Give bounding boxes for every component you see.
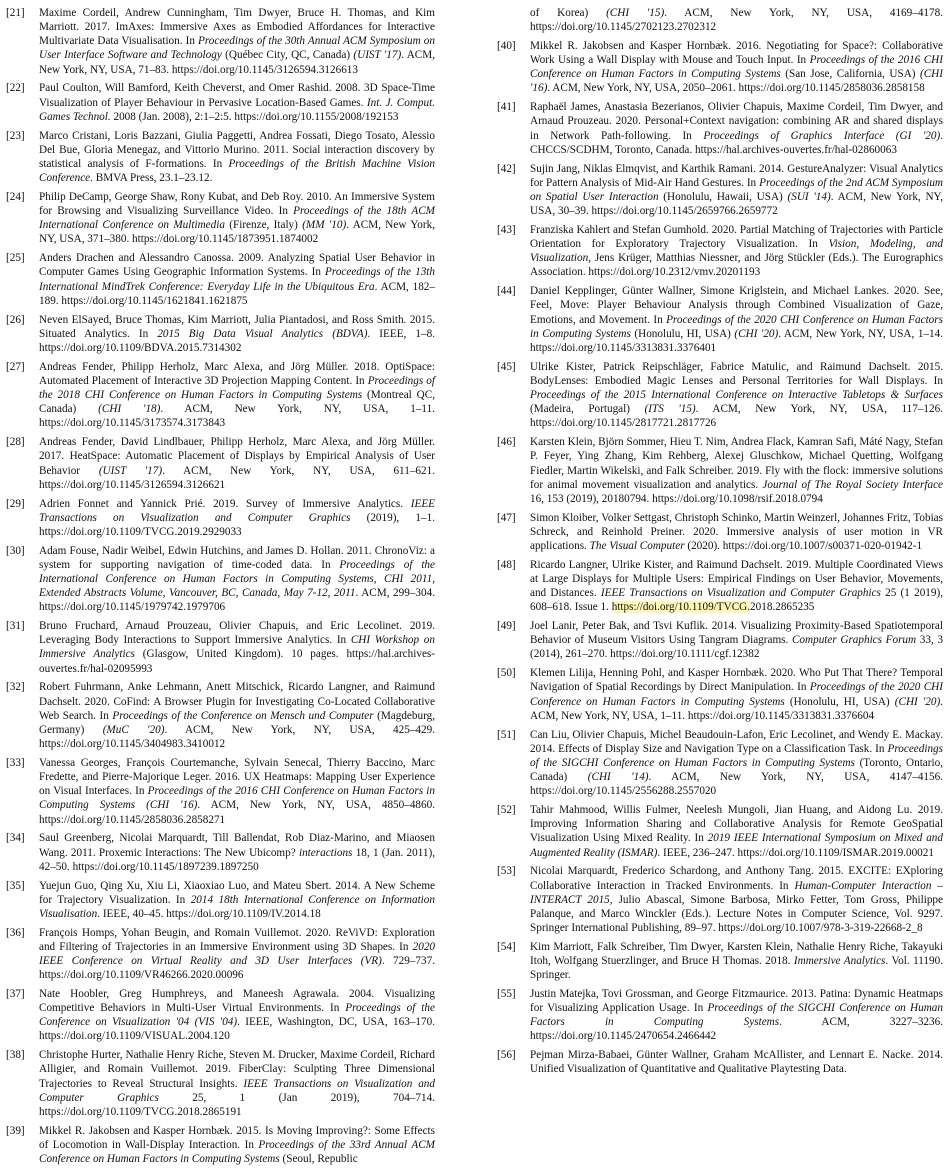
reference-entry — [497, 558, 943, 615]
reference-entry — [6, 251, 435, 308]
reference-entry — [6, 190, 435, 247]
reference-venue: (CHI '20) — [894, 695, 941, 708]
reference-number: [ 29 ] — [6, 497, 25, 511]
reference-text: . IEEE, 1–8. https://doi.org/10.1109/BDVA.2015.7314302 — [39, 327, 435, 354]
reference-text: Saul Greenberg, Nicolai Marquardt, Till Ballendat, Rob Diaz-Marino, and Miaosen Wang. 2011. Proxemic Interactions: The New Ubicomp? — [39, 832, 435, 859]
reference-venue: Vision, Modeling, and Visualization — [530, 238, 943, 265]
reference-text: Adam Fouse, Nadir Weibel, Edwin Hutchins, and James D. Hollan. 2011. ChronoViz: a system for supporting navigation of time-coded data. In — [39, 544, 435, 571]
reference-entry — [497, 987, 943, 1044]
reference-text: Vanessa Georges, François Courtemanche, Sylvain Senecal, Thierry Baccino, Marc Fredette, and Pierre-Majorique Leger. 2016. UX Heatmaps: Mapping User Experience on Visual Interfaces. In — [39, 756, 435, 798]
reference-text: 18, 1 (Jan. 2011), 42–50. https://doi.org/10.1145/1897239.1897250 — [39, 846, 435, 873]
reference-entry — [6, 497, 435, 539]
reference-text: Pejman Mirza-Babaei, Günter Wallner, Graham McAllister, and Lennart E. Nacke. 2014. Unified Visualization of Quantitative and Qualitative Playtesting Data. — [530, 1049, 943, 1076]
reference-venue: Proceedings of the 2nd ACM Symposium on Spatial User Interaction — [530, 176, 943, 203]
reference-venue: (SUI '14) — [787, 190, 831, 203]
reference-text: (Glasgow, United Kingdom). 10 pages. https://hal.archives-ouvertes.fr/hal-02095993 — [39, 648, 435, 675]
reference-text: Philip DeCamp, George Shaw, Rony Kubat, and Deb Roy. 2010. An Immersive System for Browsing and Visualizing Surveillance Video. In — [39, 190, 435, 218]
reference-number: [ 30 ] — [6, 544, 25, 558]
left-reference-column — [6, 6, 435, 1171]
reference-venue: (CHI '16) — [530, 68, 943, 95]
reference-text: Klemen Lilija, Henning Pohl, and Kasper Hornbæk. 2020. Who Put That There? Temporal Navigation of Spatial Recordings by Direct Manipulation. In — [530, 667, 943, 694]
reference-text: Ricardo Langner, Ulrike Kister, and Raimund Dachselt. 2019. Multiple Coordinated Views at Large Displays for Multiple Users: Empirical Findings on User Behavior, Movements, and Distances. — [530, 558, 943, 600]
reference-entry — [6, 756, 435, 827]
reference-text: Mikkel R. Jakobsen and Kasper Hornbæk. 2015. Is Moving Improving?: Some Effects of Locomotion in Wall-Display Interaction. In — [39, 1124, 435, 1151]
reference-entry — [497, 39, 943, 96]
reference-venue: Immersive Analytics — [793, 955, 886, 967]
reference-number: [ 32 ] — [6, 680, 25, 694]
reference-number: [ 22 ] — [6, 81, 25, 95]
highlighted-doi-link[interactable]: https://doi.org/10.1109/TVCG. — [611, 601, 751, 614]
reference-text: Daniel Kepplinger, Günter Wallner, Simone Kriglstein, and Michael Lankes. 2020. See, Feel, Move: Player Behaviour Analysis through Combined Visualization of Gaze, Emotions, and Movement. In — [530, 285, 943, 326]
reference-text: (Honolulu, Hawaii, USA) — [658, 190, 788, 203]
reference-number: [ 46 ] — [497, 435, 516, 449]
reference-entry — [6, 926, 435, 983]
reference-text: . IEEE, 236–247. https://doi.org/10.1109/ISMAR.2019.00021 — [657, 846, 934, 859]
reference-venue: Journal of The Royal Society Interface — [762, 478, 944, 491]
reference-entry — [497, 803, 943, 860]
reference-text: . ACM, New York, NY, USA, 371–380. https://doi.org/10.1145/1873951.1874002 — [39, 219, 436, 246]
reference-text: . IEEE, 40–45. https://doi.org/10.1109/IV.2014.18 — [97, 907, 321, 920]
reference-venue: Proceedings of the 2015 International Conference on Interactive Tabletops & Surfaces — [530, 389, 943, 402]
reference-text: . ACM, 3227–3236. https://doi.org/10.1145/2470654.2466442 — [530, 1016, 943, 1043]
reference-text: (Honolulu, HI, USA) — [784, 695, 895, 708]
reference-entry — [6, 1048, 435, 1119]
reference-text: , Jens Krüger, Matthias Niessner, and Jörg Stückler (Eds.). The Eurographics Association. https://doi.org/10.2312/vmv.20201193 — [530, 252, 943, 279]
reference-entry — [6, 81, 435, 123]
reference-number: [ 28 ] — [6, 435, 25, 449]
reference-text: Simon Kloiber, Volker Settgast, Christoph Schinko, Martin Weinzerl, Johannes Fritz, Tobias Schreck, and Reinhold Preiner. 2020. Immersive analysis of user motion in VR applications. — [530, 511, 943, 552]
reference-number: [ 27 ] — [6, 360, 25, 374]
reference-venue: Proceedings of the 2020 CHI Conference on Human Factors in Computing Systems — [530, 681, 943, 708]
reference-venue: Proceedings of the 33rd Annual ACM Conference on Human Factors in Computing Systems — [39, 1138, 435, 1166]
reference-number: [ 36 ] — [6, 926, 25, 940]
reference-venue: Proceedings of the SIGCHI Conference on Human Factors in Computing Systems — [530, 742, 943, 769]
reference-number: [ 47 ] — [497, 511, 516, 525]
reference-text: Adrien Fonnet and Yannick Prié. 2019. Survey of Immersive Analytics. — [39, 497, 411, 510]
reference-number: [ 43 ] — [497, 223, 516, 237]
reference-entry — [497, 940, 943, 982]
reference-number: [ 44 ] — [497, 284, 516, 298]
reference-entry — [497, 864, 943, 935]
reference-number: [ 51 ] — [497, 728, 516, 742]
reference-entry — [497, 223, 943, 280]
reference-venue: Human-Computer Interaction – INTERACT 2015 — [530, 879, 943, 906]
reference-venue: Proceedings of the 13th International MindTrek Conference: Everyday Life in the Ubiquitous Era — [39, 266, 436, 293]
reference-venue: (CHI '18) — [98, 403, 161, 416]
reference-entry — [6, 831, 435, 873]
reference-text: (Montreal QC, Canada) — [39, 389, 435, 416]
reference-text: Nate Hoobler, Greg Humphreys, and Maneesh Agrawala. 2004. Visualizing Competitive Behaviors in Multi-User Virtual Environments. In — [39, 988, 435, 1015]
reference-text: . ACM, New York, NY, USA, 30–39. https://doi.org/10.1145/2659766.2659772 — [530, 190, 943, 218]
reference-venue: Proceedings of the British Machine Vision Conference — [39, 157, 435, 185]
reference-text: Karsten Klein, Björn Sommer, Hieu T. Nim, Andrea Flack, Kamran Safi, Máté Nagy, Stefan P. Feyer, Ying Zhang, Kim Rehberg, Alexej Gluschkow, Michael Quetting, Wolfgang Fiedler, Martin Wikelski, and Falk Schreiber. 2019. Fly with the flock: immersive solutions for animal movement visualization and analytics. — [530, 436, 943, 491]
reference-number: [ 24 ] — [6, 190, 25, 204]
reference-number: [ 39 ] — [6, 1124, 25, 1138]
reference-text: of Korea) — [530, 7, 607, 19]
reference-venue: Proceedings of the 30th Annual ACM Symposium on User Interface Software and Technology — [39, 35, 435, 62]
reference-entry — [497, 435, 943, 506]
reference-venue: 2014 18th International Conference on Information Visualisation — [39, 893, 435, 920]
reference-venue: Proceedings of the Conference on Mensch und Computer — [112, 709, 374, 722]
reference-text: . ACM, New York, NY, USA, 425–429. https://doi.org/10.1145/3404983.3410012 — [39, 723, 435, 751]
reference-number: [ 33 ] — [6, 756, 25, 770]
reference-text: . CHCCS/SCDHM, Toronto, Canada. https://hal.archives-ouvertes.fr/hal-02860063 — [530, 129, 943, 156]
reference-text: . BMVA Press, 23.1–23.12. — [90, 172, 213, 185]
reference-text: . ACM, 182–189. https://doi.org/10.1145/1621841.1621875 — [39, 280, 435, 307]
reference-text: 25, 1 (Jan 2019), 704–714. https://doi.org/10.1109/TVCG.2018.2865191 — [39, 1091, 435, 1118]
reference-text: (2019), 1–1. https://doi.org/10.1109/TVCG.2019.2929033 — [39, 511, 435, 538]
reference-venue: Proceedings of the 2016 CHI Conference on Human Factors in Computing Systems — [39, 785, 435, 812]
reference-text: . ACM, New York, NY, USA, 4147–4156. https://doi.org/10.1145/2556288.2557020 — [530, 771, 943, 798]
reference-entry — [6, 313, 435, 355]
reference-text: . IEEE, Washington, DC, USA, 163–170. https://doi.org/10.1109/VISUAL.2004.120 — [39, 1016, 435, 1043]
reference-number: [ 42 ] — [497, 162, 516, 176]
reference-number: [ 34 ] — [6, 831, 25, 845]
reference-text: Mikkel R. Jakobsen and Kasper Hornbæk. 2016. Negotiating for Space?: Collaborative Work Using a Wall Display with Mouse and Touch Input. In — [530, 40, 943, 67]
reference-number: [ 50 ] — [497, 666, 516, 680]
right-reference-column — [497, 6, 943, 1081]
reference-venue: Proceedings of the 2020 CHI Conference on Human Factors in Computing Systems — [530, 313, 943, 340]
reference-text: . ACM, New York, NY, USA, 1–14. https://doi.org/10.1145/3313831.3376401 — [530, 327, 943, 354]
reference-entry — [6, 544, 435, 615]
reference-venue: IEEE Transactions on Visualization and Computer Graphics — [39, 1077, 435, 1104]
reference-text: . ACM, New York, NY, USA, 2050–2061. https://doi.org/10.1145/2858036.2858158 — [547, 82, 925, 95]
reference-text: . ACM, New York, NY, USA, 1–11. https://doi.org/10.1145/3173574.3173843 — [39, 403, 435, 430]
reference-text: 2008 (Jan. 2008), 2:1–2:5. https://doi.org/10.1155/2008/192153 — [110, 110, 399, 123]
reference-text: . ACM, New York, NY, USA, 71–83. https://doi.org/10.1145/3126594.3126613 — [39, 49, 435, 76]
reference-venue: Proceedings of the 2018 CHI Conference on Human Factors in Computing Systems — [39, 374, 435, 402]
reference-text — [135, 799, 146, 811]
reference-venue: 2020 IEEE Conference on Virtual Reality and 3D User Interfaces (VR) — [39, 940, 435, 967]
reference-text: Raphaël James, Anastasia Bezerianos, Olivier Chapuis, Maxime Cordeil, Tim Dwyer, and Arnaud Prouzeau. 2020. Personal+Context navigation: combining AR and shared displays in Network Path-following. In — [530, 101, 943, 142]
reference-text: Sujin Jang, Niklas Elmqvist, and Karthik Ramani. 2014. GestureAnalyzer: Visual Analytics for Pattern Analysis of Mid-Air Hand Gestures. In — [530, 162, 943, 189]
reference-entry — [497, 511, 943, 553]
reference-entry — [497, 100, 943, 157]
reference-text: Ulrike Kister, Patrick Reipschläger, Fabrice Matulic, and Raimund Dachselt. 2015. BodyLenses: Embodied Magic Lenses and Personal Territories for Wall Displays. In — [530, 360, 943, 387]
reference-text: Anders Drachen and Alessandro Canossa. 2009. Analyzing Spatial User Behavior in Computer Games Using Geographic Information Systems. In — [39, 252, 435, 279]
reference-venue: (MuC '20) — [102, 723, 165, 736]
reference-venue: (MM '10) — [302, 219, 347, 232]
reference-entry — [497, 1048, 943, 1076]
reference-text: Neven ElSayed, Bruce Thomas, Kim Marriott, Julia Piantadosi, and Ross Smith. 2015. Situated Analytics. In — [39, 313, 435, 340]
reference-venue: Proceedings of the 2016 CHI Conference on Human Factors in Computing Systems — [530, 54, 943, 81]
reference-number: [ 40 ] — [497, 39, 516, 53]
reference-text: . ACM, New York, NY, USA, 4850–4860. https://doi.org/10.1145/2858036.2858271 — [39, 799, 435, 826]
reference-text: Marco Cristani, Loris Bazzani, Giulia Paggetti, Andrea Fossati, Diego Tosato, Alessio Del Bue, Gloria Menegaz, and Vittorio Murino. 2011. Social interaction discovery by statistical analysis of F-formations. In — [39, 129, 435, 170]
reference-text: Kim Marriott, Falk Schreiber, Tim Dwyer, Karsten Klein, Nathalie Henry Riche, Takayuki Itoh, Wolfgang Stuerzlinger, and Bruce H Thomas. 2018. — [530, 940, 943, 967]
reference-venue: Proceedings of the International Conference on Human Factors in Computing Systems, CHI 2011, Extended Abstracts Volume, Vancouver, BC, Canada, May 7-12, 2011 — [39, 558, 435, 600]
reference-venue: (UIST '17) — [98, 464, 163, 477]
reference-text: 33, 3 (2014), 261–270. https://doi.org/10.1111/cgf.12382 — [530, 634, 943, 661]
reference-venue: (CHI '14) — [587, 771, 649, 784]
reference-entry — [6, 1124, 435, 1166]
doi-link-tail[interactable]: 2018.2865235 — [750, 601, 815, 614]
reference-number: [ 48 ] — [497, 558, 516, 572]
reference-entry — [6, 129, 435, 186]
reference-text: Andreas Fender, David Lindlbauer, Philipp Herholz, Marc Alexa, and Jörg Müller. 2017. HeatSpace: Automatic Placement of Displays by Empirical Analysis of User Behavior — [39, 436, 435, 477]
reference-entry — [6, 879, 435, 921]
reference-text: (Magdeburg, Germany) — [39, 709, 435, 736]
reference-text: (Madeira, Portugal) — [530, 403, 645, 416]
reference-venue: IEEE Transactions on Visualization and Computer Graphics — [600, 587, 881, 600]
reference-entry — [497, 284, 943, 355]
reference-number: [ 41 ] — [497, 100, 516, 114]
reference-text: . 729–737. https://doi.org/10.1109/VR46266.2020.00096 — [39, 955, 435, 982]
reference-text: (2020). https://doi.org/10.1007/s00371-020-01942-1 — [684, 539, 923, 552]
reference-text: (Honolulu, HI, USA) — [630, 327, 735, 340]
reference-text: . ACM, New York, NY, USA, 117–126. https://doi.org/10.1145/2817721.2817726 — [530, 403, 943, 430]
reference-entry — [497, 360, 943, 431]
reference-venue: (CHI '16) — [146, 799, 198, 812]
reference-number: [ 54 ] — [497, 940, 516, 954]
reference-entry — [6, 680, 435, 751]
reference-venue: (CHI '20) — [734, 327, 779, 340]
reference-text: . Vol. 11190. Springer. — [530, 955, 944, 982]
reference-venue: (CHI '15) — [606, 7, 665, 19]
reference-venue: interactions — [298, 846, 353, 859]
reference-venue: IEEE Transactions on Visualization and Computer Graphics — [39, 497, 435, 524]
reference-entry — [497, 728, 943, 799]
reference-text: Maxime Cordeil, Andrew Cunningham, Tim Dwyer, Bruce H. Thomas, and Kim Marriott. 2017. ImAxes: Immersive Axes as Embodied Affordances for Interactive Multivariate Data Visualisation. In — [39, 7, 435, 48]
reference-text: Paul Coulton, Will Bamford, Keith Cheverst, and Omer Rashid. 2008. 3D Space-Time Visualization of Player Behaviour in Pervasive Location-Based Games. — [39, 82, 435, 109]
reference-venue: (UIST '17) — [353, 49, 402, 62]
reference-number: [ 53 ] — [497, 864, 516, 878]
reference-entry — [497, 666, 943, 723]
reference-text: (Toronto, Ontario, Canada) — [530, 756, 943, 784]
reference-entry — [6, 987, 435, 1044]
reference-venue: CHI Workshop on Immersive Analytics — [39, 634, 435, 661]
reference-venue: 2015 Big Data Visual Analytics (BDVA) — [157, 327, 368, 340]
reference-text: Yuejun Guo, Qing Xu, Xiu Li, Xiaoxiao Luo, and Mateu Sbert. 2014. A New Scheme for Trajectory Visualization. In — [39, 879, 435, 906]
reference-text: 25 (1 2019), 608–618. Issue 1. — [530, 587, 943, 614]
reference-number: [ 37 ] — [6, 987, 25, 1001]
reference-text: . ACM, 299–304. https://doi.org/10.1145/1979742.1979706 — [39, 587, 436, 614]
reference-text: , Julio Abascal, Simone Barbosa, Mirko Fetter, Tom Gross, Philippe Palanque, and Marco Winckler (Eds.). Lecture Notes in Computer Science, Vol. 9297. Springer International Publishing, 89–97. https://doi.org/10.1007/978-3-319-22668-2_8 — [530, 893, 943, 934]
reference-text: Franziska Kahlert and Stefan Gumhold. 2020. Partial Matching of Trajectories with Particle Orientation for Exploratory Trajectory Visualization. In — [530, 223, 943, 251]
reference-number: [ 49 ] — [497, 619, 516, 633]
reference-text: . ACM, New York, NY, USA, 1–11. https://doi.org/10.1145/3313831.3376604 — [530, 695, 943, 722]
reference-entry — [6, 619, 435, 676]
reference-number: [ 21 ] — [6, 6, 25, 20]
reference-venue: Proceedings of Graphics Interface (GI '20) — [703, 129, 941, 142]
reference-venue: Proceedings of the Conference on Visualization '04 (VIS '04) — [39, 1002, 435, 1029]
reference-entry — [497, 6, 943, 34]
reference-text: Tahir Mahmood, Willis Fulmer, Neelesh Mungoli, Jian Huang, and Aidong Lu. 2019. Improving Information Sharing and Collaborative Analysis for Remote GeoSpatial Visualization Using Mixed Reality. In — [530, 804, 943, 845]
reference-text: . ACM, New York, NY, USA, 4169–4178. https://doi.org/10.1145/2702123.2702312 — [530, 7, 943, 34]
reference-text: Christophe Hurter, Nathalie Henry Riche, Steven M. Drucker, Maxime Cordeil, Richard Alligier, and Romain Vuillemot. 2019. FiberClay: Sculpting Three Dimensional Trajectories to Reveal Structural Insights. — [39, 1049, 435, 1090]
reference-text: (Québec City, QC, Canada) — [221, 49, 354, 62]
reference-venue: (ITS '15) — [644, 403, 696, 416]
reference-text: François Homps, Yohan Beugin, and Romain Vuillemot. 2020. ReViVD: Exploration and Filtering of Trajectories in an Immersive Environment using 3D Shapes. In — [39, 926, 435, 953]
reference-text: Bruno Fruchard, Arnaud Prouzeau, Olivier Chapuis, and Eric Lecolinet. 2019. Leveraging Body Interactions to Support Immersive Analytics. In — [39, 620, 435, 647]
reference-text: Can Liu, Olivier Chapuis, Michel Beaudouin-Lafon, Eric Lecolinet, and Wendy E. Mackay. 2014. Effects of Display Size and Navigation Type on a Classification Task. In — [530, 728, 943, 755]
reference-text: . ACM, New York, NY, USA, 611–621. https://doi.org/10.1145/3126594.3126621 — [39, 464, 436, 491]
reference-venue: 2019 IEEE International Symposium on Mixed and Augmented Reality (ISMAR) — [530, 832, 943, 859]
reference-venue: The Visual Computer — [589, 539, 685, 552]
reference-text: 16, 153 (2019), 20180794. https://doi.org/10.1098/rsif.2018.0794 — [530, 492, 823, 505]
reference-number: [ 56 ] — [497, 1048, 516, 1062]
reference-number: [ 31 ] — [6, 619, 25, 633]
reference-venue: Int. J. Comput. Games Technol. — [39, 96, 436, 123]
reference-number: [ 38 ] — [6, 1048, 25, 1062]
reference-number: [ 55 ] — [497, 987, 516, 1001]
reference-number: [ 52 ] — [497, 803, 516, 817]
reference-entry — [6, 360, 435, 431]
reference-text: (Firenze, Italy) — [224, 219, 303, 232]
reference-text: Justin Matejka, Tovi Grossman, and George Fitzmaurice. 2013. Patina: Dynamic Heatmaps for Visualizing Application Usage. In — [530, 988, 943, 1015]
reference-venue: Proceedings of the 18th ACM International Conference on Multimedia — [39, 205, 435, 232]
reference-text: Nicolai Marquardt, Frederico Schardong, and Anthony Tang. 2015. EXCITE: EXploring Collaborative Interaction in Tracked Environments. In — [530, 865, 943, 892]
reference-number: [ 23 ] — [6, 129, 25, 143]
reference-number: [ 26 ] — [6, 313, 25, 327]
reference-text: Andreas Fender, Philipp Herholz, Marc Alexa, and Jörg Müller. 2018. OptiSpace: Automated Placement of Interactive 3D Projection Mapping Content. In — [39, 360, 435, 387]
reference-text: (San Jose, California, USA) — [780, 68, 920, 81]
reference-text: (Seoul, Republic — [279, 1153, 358, 1166]
reference-text: Joel Lanir, Peter Bak, and Tsvi Kuflik. 2014. Visualizing Proximity-Based Spatiotemporal Behavior of Museum Visitors Using Tangram Diagrams. — [530, 620, 943, 647]
reference-number: [ 35 ] — [6, 879, 25, 893]
reference-venue: Proceedings of the SIGCHI Conference on Human Factors in Computing Systems — [530, 1002, 943, 1029]
reference-number: [ 45 ] — [497, 360, 516, 374]
reference-entry — [497, 619, 943, 661]
reference-entry — [6, 435, 435, 492]
reference-entry — [6, 6, 435, 77]
reference-text: Robert Fuhrmann, Anke Lehmann, Anett Mitschick, Ricardo Langner, and Raimund Dachselt. 2020. CoFind: A Browser Plugin for Investigating Co-Located Collaborative Web Search. In — [39, 681, 435, 722]
reference-number: [ 25 ] — [6, 251, 25, 265]
reference-entry — [497, 162, 943, 219]
reference-venue: Computer Graphics Forum — [791, 634, 917, 647]
